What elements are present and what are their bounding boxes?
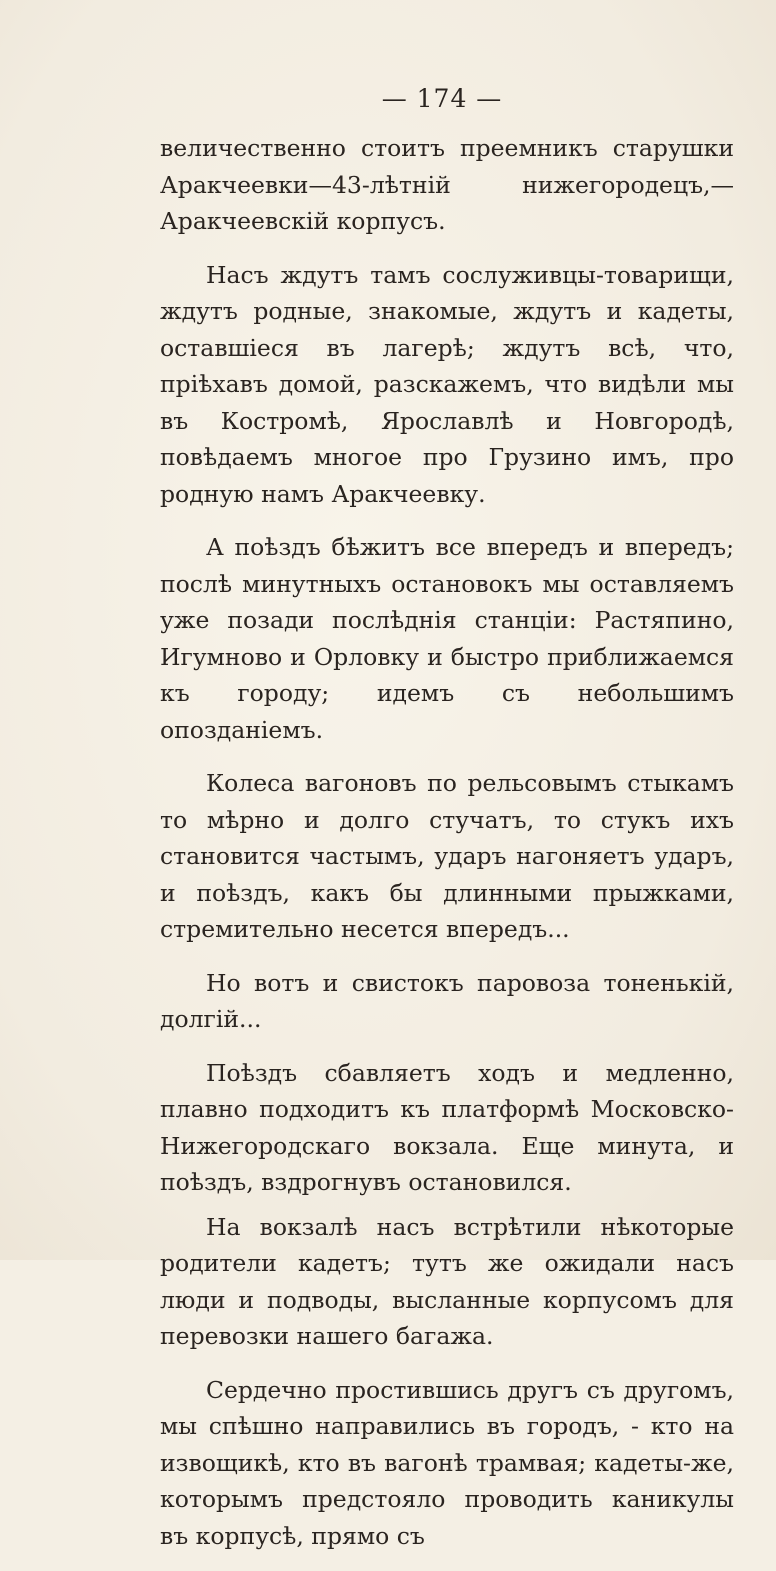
paragraph-3: А поѣздъ бѣжитъ все впередъ и впередъ; послѣ минутныхъ остановокъ мы оставляемъ уже позади послѣднія станціи: Растяпино, Игумново и Орловку и быстро приближаемся къ городу; идемъ съ небольшимъ опозданіемъ.: [160, 533, 734, 744]
page-number: — 174 —: [381, 84, 503, 113]
paragraph-8: Сердечно простившись другъ съ другомъ, мы спѣшно направились въ городъ, - кто на извощикѣ, кто въ вагонѣ трамвая; кадеты-же, которымъ предстояло проводить каникулы въ корпусѣ, прямо съ: [160, 1375, 734, 1550]
paragraph-5: Но вотъ и свистокъ паровоза тоненькій, долгій...: [160, 968, 734, 1033]
paragraph-2: Насъ ждутъ тамъ сослуживцы-товарищи, ждутъ родные, знакомые, ждутъ и кадеты, оставшіеся въ лагерѣ; ждутъ всѣ, что, пріѣхавъ домой, разскажемъ, что видѣли мы въ Костромѣ, Ярославлѣ и Новгородѣ, повѣдаемъ многое про Грузино имъ, про родную намъ Аракчеевку.: [160, 260, 734, 508]
paragraph-7: На вокзалѣ насъ встрѣтили нѣкоторые родители кадетъ; тутъ же ожидали насъ люди и подводы, высланные корпусомъ для перевозки нашего багажа.: [160, 1212, 734, 1350]
paragraph-4: Колеса вагоновъ по рельсовымъ стыкамъ то мѣрно и долго стучатъ, то стукъ ихъ становится частымъ, ударъ нагоняетъ ударъ, и поѣздъ, какъ бы длинными прыжками, стремительно несется впередъ...: [160, 769, 734, 943]
body-text: [160, 130, 734, 1571]
paragraph-6: Поѣздъ сбавляетъ ходъ и медленно, плавно подходитъ къ платформѣ Московско-Нижегородскаго вокзала. Еще минута, и поѣздъ, вздрогнувъ остановился.: [160, 1058, 734, 1196]
paragraph-1: величественно стоитъ преемникъ старушки Аракчеевки—43-лѣтній нижегородецъ,—Аракчеевскій корпусъ.: [160, 134, 734, 235]
